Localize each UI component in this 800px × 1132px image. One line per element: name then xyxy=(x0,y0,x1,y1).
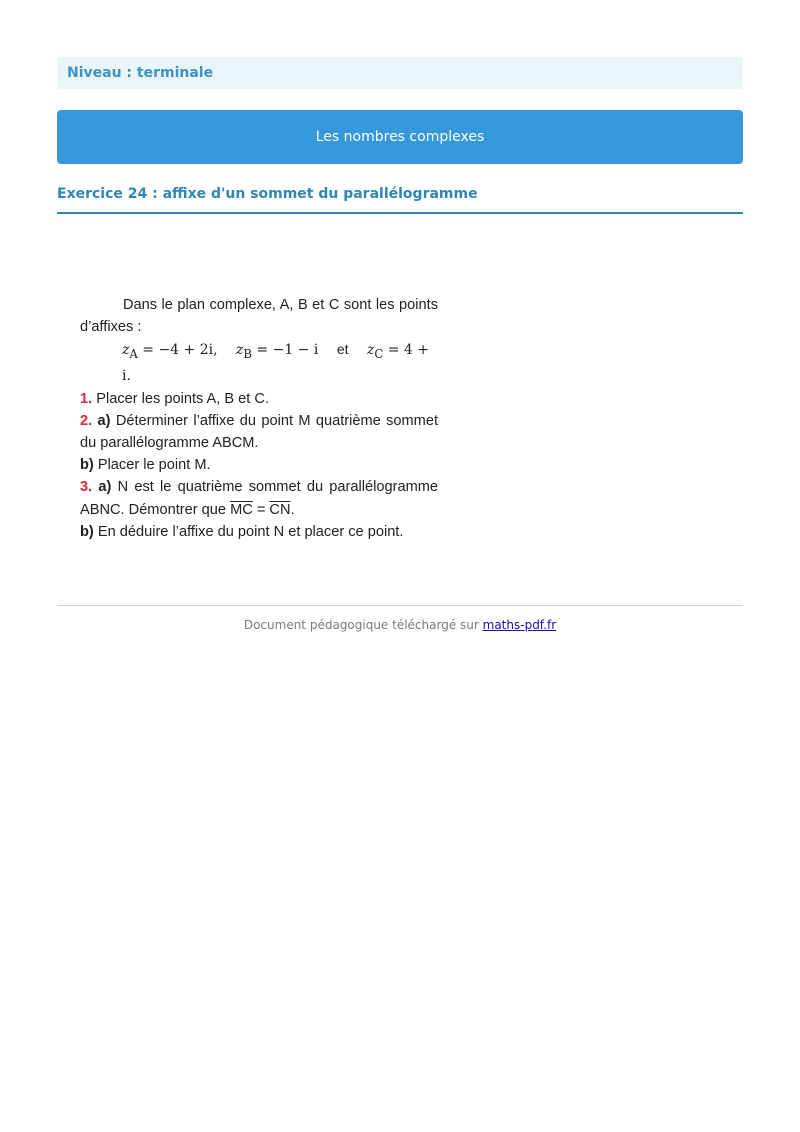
question-1 xyxy=(80,388,438,410)
question-1-number: 1. xyxy=(80,390,93,407)
zc-value: = 4 + i. xyxy=(122,342,429,385)
question-2b xyxy=(80,454,438,476)
question-2a-text: Déterminer l’affixe du point M quatrième sommet du parallélogramme ABCM. xyxy=(80,412,438,452)
zb-sub: B xyxy=(243,347,252,362)
za-sub: A xyxy=(129,347,138,362)
question-3a-end: . xyxy=(290,501,295,518)
footer-text: Document pédagogique téléchargé sur xyxy=(243,618,483,632)
question-1-text: Placer les points A, B et C. xyxy=(92,390,269,407)
connector-et: et xyxy=(336,341,349,358)
footer xyxy=(57,618,743,632)
question-3b-text: En déduire l’affixe du point N et placer ce point. xyxy=(93,523,404,540)
exercise-intro: Dans le plan complexe, A, B et C sont les points d’affixes : xyxy=(80,297,438,336)
question-2-number: 2. xyxy=(80,412,93,429)
level-label: Niveau : terminale xyxy=(57,57,743,89)
question-3a-label: a) xyxy=(92,479,112,496)
question-3b-label: b) xyxy=(80,523,94,540)
zc-sub: C xyxy=(374,347,384,362)
question-2a-label: a) xyxy=(92,412,111,429)
question-2a xyxy=(80,410,438,454)
affixes-formula xyxy=(80,338,438,387)
zc-label: z xyxy=(366,342,375,359)
question-3b xyxy=(80,521,438,543)
question-3a-text: N est le quatrième sommet du parallélogramme ABNC. Démontrer que xyxy=(80,479,439,518)
za-value: = −4 + 2i, xyxy=(137,342,218,359)
question-2b-label: b) xyxy=(80,457,94,474)
footer-link[interactable]: maths-pdf.fr xyxy=(482,618,557,632)
exercise-title: Exercice 24 : affixe d'un sommet du parallélogramme xyxy=(57,186,743,214)
vector-equals: = xyxy=(252,501,270,518)
exercise-statement xyxy=(80,294,438,543)
footer-divider xyxy=(57,605,743,606)
chapter-banner: Les nombres complexes xyxy=(57,110,743,164)
question-2b-text: Placer le point M. xyxy=(93,457,211,474)
question-3a xyxy=(80,476,438,520)
za-label: z xyxy=(122,342,130,359)
vector-cn: $\overline{CN}$ xyxy=(269,501,291,518)
zb-value: = −1 − i xyxy=(251,342,319,359)
zb-label: z xyxy=(236,342,244,359)
question-3-number: 3. xyxy=(80,479,93,496)
vector-mc: $\overline{MC}$ xyxy=(230,501,253,518)
